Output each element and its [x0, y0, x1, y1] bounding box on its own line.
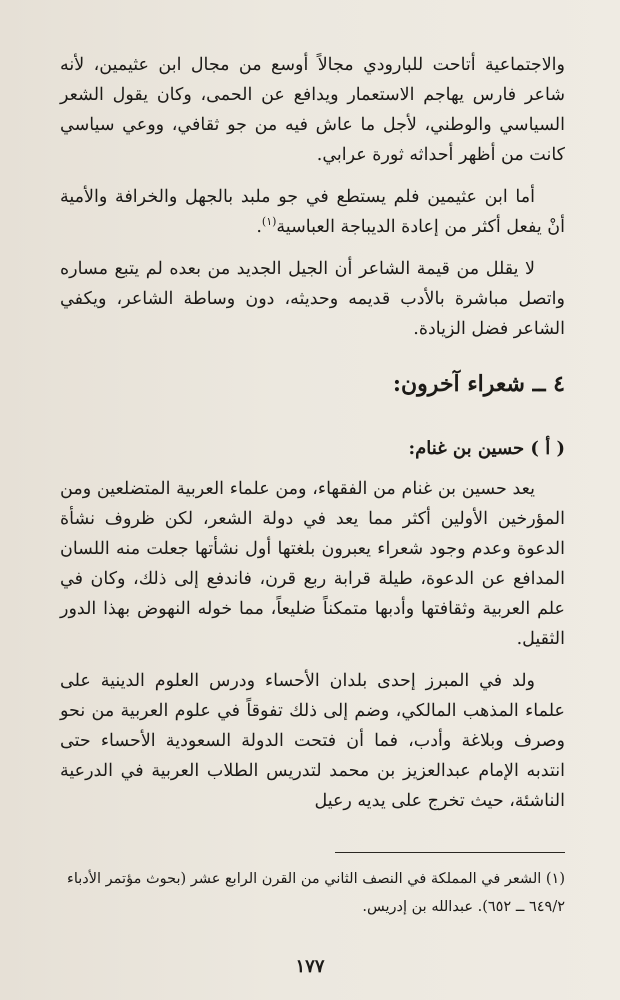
footnotes [60, 852, 565, 921]
footnote-reference: (١) [261, 215, 277, 229]
paragraph-ibn-uthaymin: أما ابن عثيمين فلم يستطع في جو ملبد بالجهل والخرافة والأمية أنْ يفعل أكثر من إعادة الديباجة العباسية$^{(١)}$. [60, 187, 565, 237]
section-heading: ٤ ــ شعراء آخرون: [392, 371, 565, 397]
page-number: ١٧٧ [295, 956, 325, 977]
paragraph-ibn-uthaymin-text: أما ابن عثيمين فلم يستطع في جو ملبد بالجهل والخرافة والأمية أنْ يفعل أكثر من إعادة الديباجة العباسية [60, 187, 565, 237]
subsection-heading: ( أ ) حسين بن غنام: [408, 438, 565, 459]
footnote-divider [335, 852, 565, 853]
paragraph-barudi: والاجتماعية أتاحت للبارودي مجالاً أوسع من مجال ابن عثيمين، لأنه شاعر فارس يهاجم الاستعمار ويدافع عن الحمى، وكان يقول الشعر السياسي والوطني، لأجل ما عاش فيه من جو ثقافي، ووعي سياسي كانت من أظهر أحداثه ثورة عرابي. [60, 55, 565, 165]
paragraph-ibn-ghannam-bio: ولد في المبرز إحدى بلدان الأحساء ودرس العلوم الدينية على علماء المذهب المالكي، وضم إلى ذلك تفوقاً في علوم العربية من نحو وصرف وبلاغة وأدب، فما أن فتحت الدولة السعودية الأحساء حتى انتدبه الإمام عبدالعزيز بن محمد لتدريس الطلاب العربية في الدرعية الناشئة، حيث تخرج على يديه رعيل [60, 671, 565, 811]
main-text [60, 50, 565, 828]
paragraph-new-generation: لا يقلل من قيمة الشاعر أن الجيل الجديد من بعده لم يتبع مساره واتصل مباشرة بالأدب قديمه وحديثه، دون وساطة الشاعر، ويكفي الشاعر فضل الزيادة. [60, 259, 565, 339]
paragraph-ibn-ghannam-intro: يعد حسين بن غنام من الفقهاء، ومن علماء العربية المتضلعين ومن المؤرخين الأولين أكثر مما يعد في دولة الشعر، لكن ظروف نشأة الدعوة وعدم وجود شعراء يعبرون بلغتها أول نشأتها جعلت منه اللسان المدافع عن الدعوة، طيلة قرابة ربع قرن، فاندفع إلى ذلك، وكان في علم العربية وثقافتها وأدبها متمكناً ضليعاً، مما خوله النهوض بهذا الدور الثقيل. [60, 479, 565, 649]
footnote-item: (١) الشعر في المملكة في النصف الثاني من القرن الرابع عشر (بحوث مؤتمر الأدباء ٦٤٩/٢ ــ ٦٥٢). عبدالله بن إدريس. [67, 871, 565, 915]
